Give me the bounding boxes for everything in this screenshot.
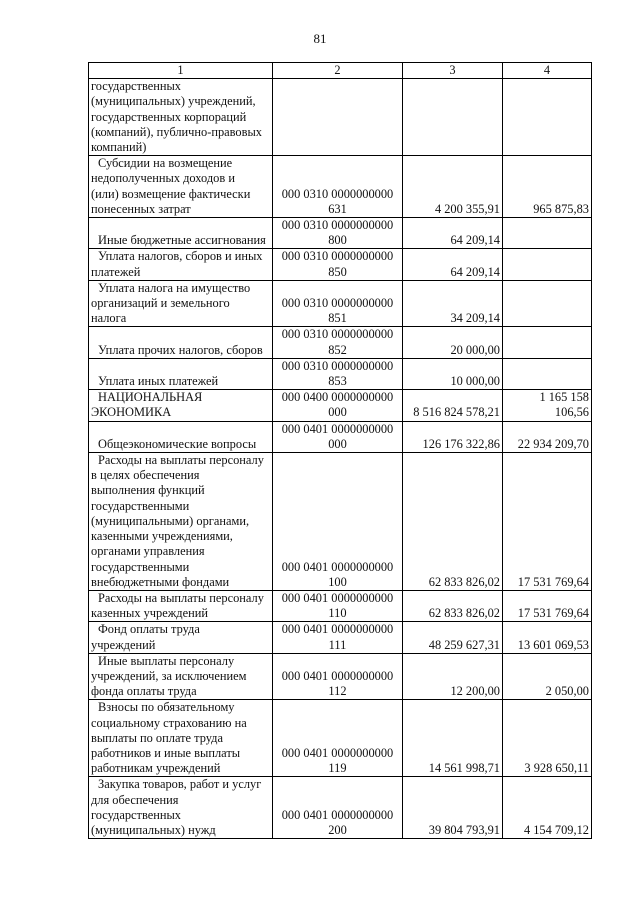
row-name-line	[91, 483, 270, 498]
row-name-line	[91, 808, 270, 823]
row-code-line	[275, 669, 400, 684]
row-code-text: 000 0310 0000000000	[281, 296, 394, 311]
row-col4-value	[503, 777, 592, 839]
row-col3-value-line	[405, 606, 500, 621]
header-col-3: 3	[403, 63, 503, 79]
table-row	[89, 79, 592, 156]
row-name-text: Уплата налога на имущество	[98, 280, 251, 295]
row-code-line	[275, 591, 400, 606]
row-col3-value-text: 34 209,14	[450, 311, 500, 326]
row-name-text: государственными	[91, 498, 190, 513]
table-body	[89, 79, 592, 839]
row-name-line	[91, 437, 270, 452]
row-col3-value	[403, 156, 503, 218]
row-code	[273, 590, 403, 621]
row-code-text: 851	[328, 311, 347, 326]
row-code-line	[275, 343, 400, 358]
row-name-text: недополученных доходов и	[91, 171, 235, 186]
row-name	[89, 700, 273, 777]
row-name-line	[91, 622, 270, 637]
table-row	[89, 653, 592, 700]
row-name-line	[91, 731, 270, 746]
row-col4-value	[503, 390, 592, 421]
row-name-line	[91, 390, 270, 405]
row-name-text: государственными	[91, 559, 190, 574]
row-col4-value-line	[505, 638, 589, 653]
row-col3-value-text: 126 176 322,86	[422, 436, 500, 451]
row-name	[89, 390, 273, 421]
row-name-line	[91, 233, 270, 248]
row-col4-value	[503, 327, 592, 358]
row-col3-value	[403, 280, 503, 327]
row-code-text: 000	[328, 405, 347, 420]
row-name-line	[91, 793, 270, 808]
row-name-text: ЭКОНОМИКА	[91, 405, 172, 420]
row-col3-value	[403, 421, 503, 452]
row-name-text: фонда оплаты труда	[91, 684, 197, 699]
row-code-line	[275, 761, 400, 776]
row-name-text: работников и иные выплаты	[91, 745, 241, 760]
row-name-text: внебюджетными фондами	[91, 574, 230, 589]
header-col-4: 4	[503, 63, 592, 79]
row-name-text: государственных корпораций	[91, 109, 247, 124]
row-code-text: 000 0310 0000000000	[281, 249, 394, 264]
table-row	[89, 280, 592, 327]
row-name-text: понесенных затрат	[91, 201, 191, 216]
row-code-text: 000 0310 0000000000	[281, 186, 394, 201]
table-row	[89, 622, 592, 653]
row-col4-value-line	[505, 575, 589, 590]
row-name-text: (компаний), публично-правовых	[91, 124, 262, 139]
row-code	[273, 653, 403, 700]
row-code-text: 852	[328, 342, 347, 357]
row-name-text: казенных учреждений	[91, 606, 208, 621]
row-name	[89, 280, 273, 327]
row-col4-value-text: 4 154 709,12	[523, 822, 589, 837]
row-col3-value	[403, 622, 503, 653]
row-name-text: налога	[91, 311, 127, 326]
row-name-text: органами управления	[91, 544, 205, 559]
row-code-text: 853	[328, 374, 347, 389]
row-name-text: казенными учреждениями,	[91, 529, 233, 544]
row-name-text: Субсидии на возмещение	[98, 156, 233, 171]
row-code	[273, 390, 403, 421]
row-code-text: 631	[328, 201, 347, 216]
row-name-text: Фонд оплаты труда	[98, 622, 200, 637]
row-name-line	[91, 405, 270, 420]
row-code-line	[275, 187, 400, 202]
row-name	[89, 653, 273, 700]
row-col4-value-line	[505, 606, 589, 621]
row-col3-value	[403, 249, 503, 280]
row-code-line	[275, 422, 400, 437]
row-name-line	[91, 700, 270, 715]
row-col3-value	[403, 358, 503, 389]
row-code-line	[275, 390, 400, 405]
row-col3-value	[403, 79, 503, 156]
row-col4-value	[503, 218, 592, 249]
row-col3-value-text: 64 209,14	[450, 264, 500, 279]
row-code-text: 000 0401 0000000000	[281, 421, 394, 436]
row-col3-value-line	[405, 202, 500, 217]
row-name-line	[91, 187, 270, 202]
row-code-line	[275, 374, 400, 389]
row-col4-value-text: 17 531 769,64	[517, 606, 589, 621]
row-col3-value-text: 39 804 793,91	[428, 822, 500, 837]
row-code-text: 000 0310 0000000000	[281, 327, 394, 342]
row-name	[89, 421, 273, 452]
row-code-line	[275, 405, 400, 420]
row-code-text: 200	[328, 822, 347, 837]
row-col4-value-line	[505, 437, 589, 452]
row-code	[273, 280, 403, 327]
row-name	[89, 777, 273, 839]
row-name-text: Общеэкономические вопросы	[98, 436, 257, 451]
row-code-line	[275, 265, 400, 280]
row-col3-value-line	[405, 761, 500, 776]
row-name-line	[91, 125, 270, 140]
row-name-line	[91, 684, 270, 699]
row-col3-value-line	[405, 684, 500, 699]
row-code	[273, 358, 403, 389]
table-row	[89, 453, 592, 591]
row-code	[273, 700, 403, 777]
row-col4-value-text: 3 928 650,11	[524, 761, 589, 776]
table-row	[89, 700, 592, 777]
row-code-text: 000 0310 0000000000	[281, 358, 394, 373]
row-code-text: 000 0310 0000000000	[281, 218, 394, 233]
row-col3-value-text: 14 561 998,71	[428, 761, 500, 776]
row-name-line	[91, 249, 270, 264]
row-name-line	[91, 499, 270, 514]
row-col4-value	[503, 653, 592, 700]
row-code-text: 000 0401 0000000000	[281, 668, 394, 683]
row-col3-value-text: 62 833 826,02	[428, 574, 500, 589]
row-name-text: в целях обеспечения	[91, 468, 200, 483]
row-code-text: 000 0401 0000000000	[281, 807, 394, 822]
row-name	[89, 358, 273, 389]
table-row	[89, 249, 592, 280]
row-name	[89, 453, 273, 591]
row-col3-value-line	[405, 823, 500, 838]
row-col3-value-line	[405, 405, 500, 420]
row-col3-value-text: 12 200,00	[450, 684, 500, 699]
row-col4-value	[503, 280, 592, 327]
row-col3-value-line	[405, 233, 500, 248]
row-name-line	[91, 591, 270, 606]
row-code-text: 000	[328, 436, 347, 451]
row-name-line	[91, 761, 270, 776]
row-code	[273, 777, 403, 839]
row-name-text: учреждений, за исключением	[91, 668, 247, 683]
row-name-line	[91, 746, 270, 761]
row-col4-value	[503, 79, 592, 156]
row-name-line	[91, 468, 270, 483]
row-name-text: платежей	[91, 264, 141, 279]
row-name-text: (муниципальных) учреждений,	[91, 94, 256, 109]
row-name-line	[91, 669, 270, 684]
row-code-line	[275, 622, 400, 637]
table-row	[89, 777, 592, 839]
row-name-line	[91, 156, 270, 171]
header-col-1: 1	[89, 63, 273, 79]
row-name-line	[91, 716, 270, 731]
row-col3-value	[403, 327, 503, 358]
row-col4-value-line	[505, 684, 589, 699]
row-code-text: 000 0401 0000000000	[281, 622, 394, 637]
row-col4-value	[503, 156, 592, 218]
row-code-line	[275, 638, 400, 653]
row-col3-value	[403, 653, 503, 700]
row-col3-value-line	[405, 265, 500, 280]
row-col4-value	[503, 453, 592, 591]
row-name-line	[91, 110, 270, 125]
row-name-text: (муниципальными) органами,	[91, 513, 250, 528]
row-name-line	[91, 94, 270, 109]
row-code	[273, 622, 403, 653]
row-code-line	[275, 437, 400, 452]
budget-table	[88, 62, 592, 839]
row-col4-value-line	[505, 405, 589, 420]
row-code-line	[275, 202, 400, 217]
row-code-text: 850	[328, 264, 347, 279]
row-name	[89, 218, 273, 249]
table-row	[89, 421, 592, 452]
row-code-text: 119	[328, 761, 347, 776]
row-name-text: Иные выплаты персоналу	[98, 653, 235, 668]
row-name	[89, 249, 273, 280]
row-col3-value-text: 64 209,14	[450, 233, 500, 248]
row-code-text: 800	[328, 233, 347, 248]
row-col3-value-text: 8 516 824 578,21	[413, 405, 500, 420]
row-code	[273, 327, 403, 358]
row-col3-value-text: 4 200 355,91	[434, 201, 500, 216]
row-col4-value-line	[505, 202, 589, 217]
row-name-line	[91, 575, 270, 590]
row-name-text: Иные бюджетные ассигнования	[98, 233, 266, 248]
header-row	[89, 63, 592, 79]
row-col3-value-line	[405, 374, 500, 389]
row-name-text: выполнения функций	[91, 483, 205, 498]
row-name-line	[91, 343, 270, 358]
row-code-text: 000 0401 0000000000	[281, 745, 394, 760]
row-name	[89, 156, 273, 218]
row-col3-value-text: 48 259 627,31	[428, 637, 500, 652]
header-col-2: 2	[273, 63, 403, 79]
table-row	[89, 218, 592, 249]
row-col3-value-text: 62 833 826,02	[428, 606, 500, 621]
row-name-text: государственных	[91, 79, 182, 94]
row-code-line	[275, 311, 400, 326]
row-col3-value-line	[405, 343, 500, 358]
row-code-line	[275, 327, 400, 342]
row-code	[273, 79, 403, 156]
row-name-line	[91, 823, 270, 838]
row-name-text: Уплата налогов, сборов и иных	[98, 249, 263, 264]
row-name-text: компаний)	[91, 140, 147, 155]
row-name-line	[91, 514, 270, 529]
row-name-text: Уплата иных платежей	[98, 374, 219, 389]
row-name-line	[91, 606, 270, 621]
row-name-line	[91, 638, 270, 653]
row-name-text: НАЦИОНАЛЬНАЯ	[98, 390, 203, 405]
row-name-text: государственных	[91, 807, 182, 822]
row-name-line	[91, 296, 270, 311]
row-name-text: (или) возмещение фактически	[91, 186, 251, 201]
table-row	[89, 156, 592, 218]
row-col3-value	[403, 218, 503, 249]
row-code-line	[275, 575, 400, 590]
row-code	[273, 421, 403, 452]
row-name-line	[91, 544, 270, 559]
row-col3-value	[403, 590, 503, 621]
row-code	[273, 249, 403, 280]
row-name-text: Расходы на выплаты персоналу	[98, 453, 264, 468]
row-code-text: 110	[328, 606, 347, 621]
row-name-line	[91, 265, 270, 280]
table-row	[89, 390, 592, 421]
row-code-text: 000 0401 0000000000	[281, 559, 394, 574]
table-row	[89, 590, 592, 621]
row-code-line	[275, 823, 400, 838]
row-col3-value	[403, 700, 503, 777]
row-name-text: учреждений	[91, 637, 156, 652]
row-col4-value-text: 2 050,00	[545, 684, 589, 699]
table-row	[89, 327, 592, 358]
row-code-line	[275, 684, 400, 699]
row-name-line	[91, 560, 270, 575]
row-code	[273, 156, 403, 218]
row-name-line	[91, 453, 270, 468]
row-name-text: (муниципальных) нужд	[91, 822, 216, 837]
row-code-text: 000 0401 0000000000	[281, 590, 394, 605]
row-col4-value	[503, 700, 592, 777]
row-col4-value-text: 106,56	[554, 405, 589, 420]
row-col3-value	[403, 777, 503, 839]
row-code-line	[275, 359, 400, 374]
row-name-line	[91, 529, 270, 544]
row-col3-value-text: 20 000,00	[450, 342, 500, 357]
row-name-line	[91, 654, 270, 669]
row-col4-value-line	[505, 823, 589, 838]
row-code-text: 100	[328, 574, 347, 589]
row-col4-value	[503, 358, 592, 389]
row-name-text: Взносы по обязательному	[98, 700, 235, 715]
row-name-text: Закупка товаров, работ и услуг	[98, 777, 262, 792]
row-name-line	[91, 777, 270, 792]
row-col3-value	[403, 390, 503, 421]
row-code-text: 000 0400 0000000000	[281, 390, 394, 405]
row-code-line	[275, 808, 400, 823]
row-col4-value-text: 1 165 158	[539, 390, 589, 405]
row-name	[89, 327, 273, 358]
row-name-text: для обеспечения	[91, 792, 179, 807]
row-code-line	[275, 218, 400, 233]
row-name-text: Расходы на выплаты персоналу	[98, 590, 264, 605]
row-code-line	[275, 746, 400, 761]
table-row	[89, 358, 592, 389]
row-name-line	[91, 281, 270, 296]
row-name-text: Уплата прочих налогов, сборов	[98, 342, 263, 357]
row-col3-value-line	[405, 638, 500, 653]
row-code-line	[275, 296, 400, 311]
row-name-line	[91, 171, 270, 186]
row-code-line	[275, 233, 400, 248]
row-code-line	[275, 606, 400, 621]
row-name	[89, 79, 273, 156]
row-code-text: 111	[328, 637, 347, 652]
row-name-text: социальному страхованию на	[91, 715, 247, 730]
row-name	[89, 590, 273, 621]
row-name-line	[91, 79, 270, 94]
page-number: 81	[313, 31, 327, 46]
row-col4-value-text: 13 601 069,53	[517, 637, 589, 652]
row-col4-value-text: 22 934 209,70	[517, 436, 589, 451]
row-col3-value	[403, 453, 503, 591]
row-code-line	[275, 249, 400, 264]
row-col3-value-line	[405, 311, 500, 326]
row-name-text: организаций и земельного	[91, 296, 230, 311]
row-name-line	[91, 202, 270, 217]
row-name	[89, 622, 273, 653]
row-col4-value-text: 965 875,83	[533, 201, 589, 216]
row-name-line	[91, 311, 270, 326]
row-name-line	[91, 140, 270, 155]
row-name-text: работникам учреждений	[91, 761, 221, 776]
row-col4-value	[503, 622, 592, 653]
row-col4-value	[503, 590, 592, 621]
row-col4-value	[503, 249, 592, 280]
row-col4-value	[503, 421, 592, 452]
row-col4-value-text: 17 531 769,64	[517, 574, 589, 589]
row-name-line	[91, 374, 270, 389]
row-col4-value-line	[505, 390, 589, 405]
row-code	[273, 453, 403, 591]
row-code-line	[275, 560, 400, 575]
row-col4-value-line	[505, 761, 589, 776]
row-col3-value-line	[405, 575, 500, 590]
row-col3-value-line	[405, 437, 500, 452]
row-code	[273, 218, 403, 249]
row-code-text: 112	[328, 684, 347, 699]
row-name-text: выплаты по оплате труда	[91, 730, 223, 745]
row-col3-value-text: 10 000,00	[450, 374, 500, 389]
